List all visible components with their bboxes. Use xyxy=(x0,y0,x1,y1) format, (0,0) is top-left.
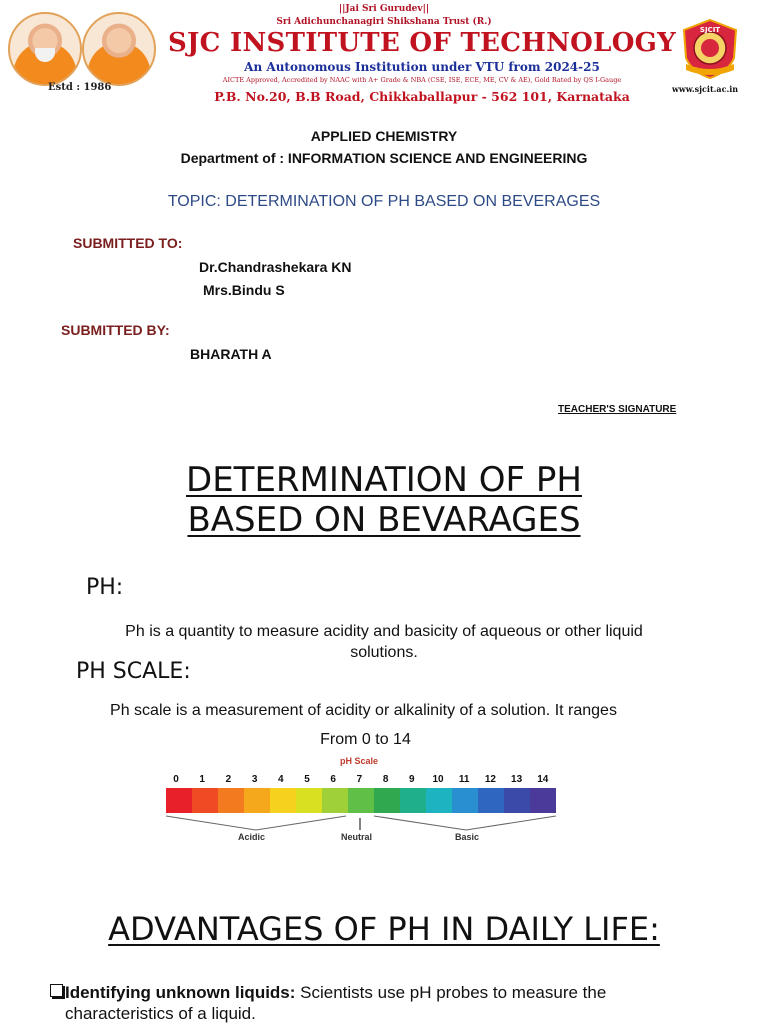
guide-name-2: Mrs.Bindu S xyxy=(203,282,285,298)
department-line: Department of : INFORMATION SCIENCE AND ENGINEERING xyxy=(180,150,588,166)
ph-number-0: 0 xyxy=(173,774,179,785)
advantage-item-1-title: Identifying unknown liquids: xyxy=(65,983,296,1002)
ph-segment-8 xyxy=(374,788,400,813)
ph-scale-definition-line-2: From 0 to 14 xyxy=(320,731,411,748)
ph-segment-1 xyxy=(192,788,218,813)
ph-scale-bar xyxy=(166,788,556,813)
website-url: www.sjcit.ac.in xyxy=(672,84,739,94)
ph-segment-10 xyxy=(426,788,452,813)
ph-scale-figure xyxy=(160,756,560,856)
ph-number-5: 5 xyxy=(304,774,310,785)
estd-label: Estd : 1986 xyxy=(48,82,112,93)
institute-address: P.B. No.20, B.B Road, Chikkaballapur - 562 101, Karnataka xyxy=(214,89,630,104)
ph-segment-14 xyxy=(530,788,556,813)
ph-definition xyxy=(0,621,768,663)
trust-name: Sri Adichunchanagiri Shikshana Trust (R.) xyxy=(276,17,492,27)
ph-segment-12 xyxy=(478,788,504,813)
main-title xyxy=(0,460,768,540)
ph-scale-heading: PH SCALE: xyxy=(76,659,191,684)
ph-scale-title: pH Scale xyxy=(340,756,379,766)
ph-definition-line-1: Ph is a quantity to measure acidity and basicity of aqueous or other liquid xyxy=(125,623,643,640)
advantages-heading-text: ADVANTAGES OF PH IN DAILY LIFE: xyxy=(108,910,660,948)
ph-segment-13 xyxy=(504,788,530,813)
ph-number-1: 1 xyxy=(199,774,205,785)
ph-definition-line-2: solutions. xyxy=(350,644,418,661)
ph-segment-3 xyxy=(244,788,270,813)
logo-text: SJCIT xyxy=(699,26,721,34)
neutral-label: Neutral xyxy=(341,832,373,842)
acidic-label: Acidic xyxy=(238,832,266,842)
ph-segment-4 xyxy=(270,788,296,813)
institute-name: SJC INSTITUTE OF TECHNOLOGY xyxy=(167,28,677,58)
submitted-to-label: SUBMITTED TO: xyxy=(73,235,183,251)
ph-number-3: 3 xyxy=(251,774,258,785)
advantages-heading xyxy=(0,910,768,948)
institute-logo xyxy=(680,18,740,80)
advantage-item-1-text-2: characteristics of a liquid. xyxy=(65,1004,256,1023)
teacher-signature-label: TEACHER'S SIGNATURE xyxy=(558,404,677,415)
ph-number-2: 2 xyxy=(225,774,232,785)
submitted-by-label: SUBMITTED BY: xyxy=(61,322,170,338)
ph-segment-7 xyxy=(348,788,374,813)
ph-scale-definition-line-1: Ph scale is a measurement of acidity or alkalinity of a solution. It ranges xyxy=(110,702,617,719)
ph-number-6: 6 xyxy=(330,774,336,785)
ph-number-11: 11 xyxy=(458,774,470,785)
institute-subtitle: An Autonomous Institution under VTU from 2024-25 xyxy=(244,60,600,74)
subject-title: APPLIED CHEMISTRY xyxy=(310,128,458,144)
accreditation-line: AICTE Approved, Accredited by NAAC with A+ Grade & NBA (CSE, ISE, ECE, ME, CV & AE), Gold Rated by QS I-Gauge xyxy=(222,76,622,84)
ph-segment-6 xyxy=(322,788,348,813)
topic-line: TOPIC: DETERMINATION OF PH BASED ON BEVERAGES xyxy=(167,193,601,210)
ph-number-14: 14 xyxy=(537,774,549,785)
basic-label: Basic xyxy=(455,832,480,842)
ph-number-7: 7 xyxy=(356,774,363,785)
main-title-line-2: BASED ON BEVARAGES xyxy=(187,500,581,540)
ph-segment-5 xyxy=(296,788,322,813)
ph-segment-0 xyxy=(166,788,192,813)
main-title-line-1: DETERMINATION OF PH xyxy=(186,460,582,500)
ph-number-9: 9 xyxy=(409,774,415,785)
ph-scale-numbers xyxy=(160,774,560,788)
ph-segment-2 xyxy=(218,788,244,813)
ph-number-10: 10 xyxy=(432,774,444,785)
ph-number-13: 13 xyxy=(511,774,523,785)
ph-heading: PH: xyxy=(86,575,124,600)
guide-name-1: Dr.Chandrashekara KN xyxy=(199,259,352,275)
ph-scale-braces xyxy=(160,814,560,834)
ph-segment-11 xyxy=(452,788,478,813)
student-name: BHARATH A xyxy=(190,346,272,362)
ph-segment-9 xyxy=(400,788,426,813)
advantage-item-1-text: Scientists use pH probes to measure the xyxy=(295,983,607,1002)
advantage-item-1 xyxy=(50,982,700,1024)
ph-number-8: 8 xyxy=(382,774,389,785)
trust-motto: ||Jai Sri Gurudev|| xyxy=(338,4,430,14)
ph-number-4: 4 xyxy=(278,774,284,785)
ph-number-12: 12 xyxy=(484,774,496,785)
checkbox-bullet-icon xyxy=(50,984,63,997)
